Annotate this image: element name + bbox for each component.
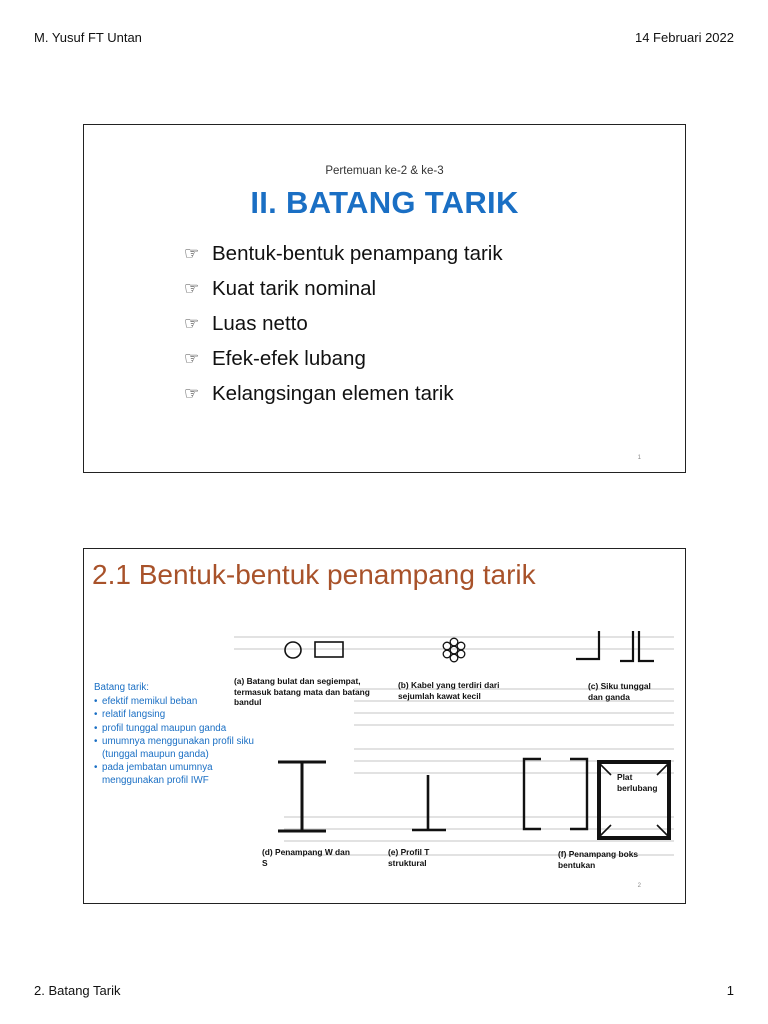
slide-page-number: 2 — [637, 883, 641, 889]
pointing-hand-icon: ☞ — [184, 384, 200, 403]
list-item: ☞ Luas netto — [184, 306, 503, 341]
list-item: ☞ Kelangsingan elemen tarik — [184, 376, 503, 411]
notes-label: Batang tarik: — [94, 682, 150, 693]
caption-f: (f) Penampang boks bentukan — [558, 849, 639, 870]
list-item: ☞ Bentuk-bentuk penampang tarik — [184, 236, 503, 271]
footer-chapter: 2. Batang Tarik — [34, 983, 121, 998]
slide-title: II. BATANG TARIK — [250, 185, 519, 220]
slide-subtitle: Pertemuan ke-2 & ke-3 — [325, 165, 444, 177]
caption-d: (d) Penampang W dan S — [262, 847, 350, 868]
cable-shape — [443, 638, 465, 662]
list-item: • umumnya menggunakan profil siku (tunggal maupun ganda) — [94, 735, 264, 761]
caption-a: (a) Batang bulat dan segiempat, termasuk batang mata dan batang bandul — [234, 676, 370, 707]
caption-c: (c) Siku tunggal dan ganda — [588, 681, 651, 702]
header-date: 14 Februari 2022 — [634, 30, 734, 45]
slide-page-number: 1 — [637, 455, 641, 461]
slide-1 — [83, 124, 686, 473]
slide-title: 2.1 Bentuk-bentuk penampang tarik — [92, 559, 536, 590]
list-item: ☞ Kuat tarik nominal — [184, 271, 503, 306]
list-item: • relatif langsing — [94, 708, 264, 721]
caption-b: (b) Kabel yang terdiri dari sejumlah kawat kecil — [398, 680, 500, 701]
round-bar-shape — [285, 642, 301, 658]
caption-plat: Plat berlubang — [617, 772, 658, 793]
list-item: • efektif memikul beban — [94, 695, 264, 708]
header-author: M. Yusuf FT Untan — [34, 30, 142, 45]
list-item: • pada jembatan umumnya menggunakan profil IWF — [94, 761, 264, 787]
caption-e: (e) Profil T struktural — [388, 847, 430, 868]
pointing-hand-icon: ☞ — [184, 349, 200, 368]
pointing-hand-icon: ☞ — [184, 244, 200, 263]
list-item: • profil tunggal maupun ganda — [94, 722, 264, 735]
pointing-hand-icon: ☞ — [184, 314, 200, 333]
footer-page-number: 1 — [726, 983, 734, 998]
w-section-shape — [278, 762, 326, 831]
box-section-shape — [524, 759, 669, 838]
angle-shapes — [576, 631, 654, 661]
pointing-hand-icon: ☞ — [184, 279, 200, 298]
topic-list — [184, 236, 503, 411]
t-section-shape — [412, 775, 446, 830]
slide-2 — [83, 548, 686, 904]
list-item: ☞ Efek-efek lubang — [184, 341, 503, 376]
